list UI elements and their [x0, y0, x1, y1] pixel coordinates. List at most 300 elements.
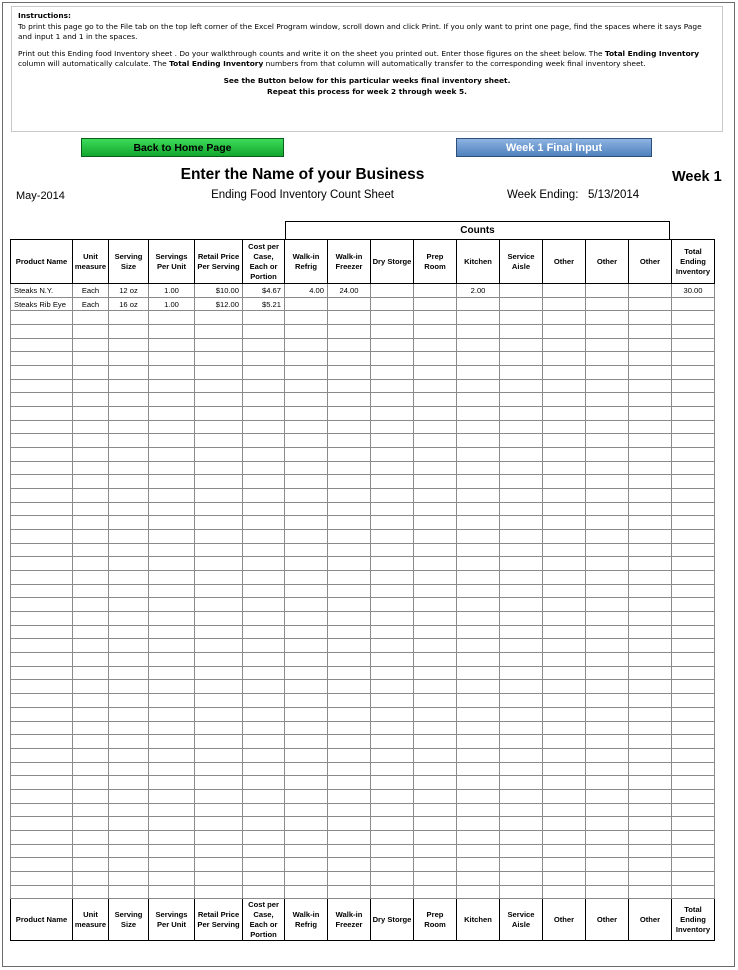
- table-cell[interactable]: [586, 817, 629, 831]
- table-cell[interactable]: [149, 571, 195, 585]
- table-cell[interactable]: [73, 598, 109, 612]
- table-cell[interactable]: [243, 489, 285, 503]
- table-cell[interactable]: [457, 311, 500, 325]
- table-cell[interactable]: [73, 489, 109, 503]
- table-cell[interactable]: [414, 325, 457, 339]
- table-cell[interactable]: [414, 448, 457, 462]
- table-cell[interactable]: [73, 789, 109, 803]
- table-cell[interactable]: [414, 311, 457, 325]
- table-cell[interactable]: [414, 489, 457, 503]
- table-cell[interactable]: [243, 666, 285, 680]
- table-cell[interactable]: [11, 379, 73, 393]
- table-cell[interactable]: [500, 489, 543, 503]
- table-cell[interactable]: [672, 762, 715, 776]
- table-cell[interactable]: [285, 379, 328, 393]
- table-cell[interactable]: [11, 543, 73, 557]
- table-cell[interactable]: [285, 325, 328, 339]
- table-cell[interactable]: [73, 830, 109, 844]
- table-cell[interactable]: [586, 297, 629, 311]
- table-cell[interactable]: [414, 707, 457, 721]
- table-cell[interactable]: [629, 612, 672, 626]
- table-cell[interactable]: [11, 311, 73, 325]
- table-cell[interactable]: [243, 871, 285, 885]
- table-cell[interactable]: [672, 803, 715, 817]
- table-cell[interactable]: [414, 393, 457, 407]
- table-cell[interactable]: [195, 571, 243, 585]
- table-cell[interactable]: [109, 366, 149, 380]
- table-cell[interactable]: [586, 803, 629, 817]
- table-cell[interactable]: [543, 407, 586, 421]
- table-cell[interactable]: [672, 366, 715, 380]
- table-cell[interactable]: [414, 871, 457, 885]
- table-cell[interactable]: [328, 735, 371, 749]
- table-cell[interactable]: [328, 420, 371, 434]
- table-cell[interactable]: [414, 625, 457, 639]
- table-cell[interactable]: [149, 502, 195, 516]
- table-cell[interactable]: [328, 598, 371, 612]
- table-cell[interactable]: [109, 393, 149, 407]
- table-cell[interactable]: [285, 666, 328, 680]
- table-cell[interactable]: [149, 461, 195, 475]
- table-cell[interactable]: [629, 584, 672, 598]
- table-cell[interactable]: [672, 639, 715, 653]
- table-cell[interactable]: [500, 311, 543, 325]
- table-cell[interactable]: [73, 434, 109, 448]
- table-cell[interactable]: [414, 721, 457, 735]
- table-cell[interactable]: [457, 885, 500, 899]
- table-cell[interactable]: [586, 448, 629, 462]
- table-cell[interactable]: [672, 475, 715, 489]
- table-cell[interactable]: [371, 434, 414, 448]
- table-cell[interactable]: [73, 844, 109, 858]
- table-cell[interactable]: [11, 707, 73, 721]
- table-cell[interactable]: [195, 721, 243, 735]
- table-cell[interactable]: [149, 666, 195, 680]
- table-cell[interactable]: [243, 625, 285, 639]
- table-cell[interactable]: [371, 612, 414, 626]
- table-cell[interactable]: [285, 762, 328, 776]
- table-cell[interactable]: [371, 748, 414, 762]
- table-cell[interactable]: [328, 721, 371, 735]
- table-cell[interactable]: [195, 325, 243, 339]
- table-cell[interactable]: [629, 748, 672, 762]
- table-cell[interactable]: [371, 284, 414, 298]
- table-cell[interactable]: [371, 338, 414, 352]
- table-cell[interactable]: [629, 721, 672, 735]
- table-cell[interactable]: [672, 735, 715, 749]
- table-cell[interactable]: [285, 858, 328, 872]
- table-cell[interactable]: [457, 379, 500, 393]
- table-cell[interactable]: [629, 284, 672, 298]
- table-cell[interactable]: [149, 448, 195, 462]
- table-cell[interactable]: [73, 694, 109, 708]
- table-cell[interactable]: [371, 871, 414, 885]
- table-cell[interactable]: [586, 680, 629, 694]
- table-cell[interactable]: [629, 762, 672, 776]
- table-cell[interactable]: [73, 530, 109, 544]
- table-cell[interactable]: [285, 543, 328, 557]
- table-cell[interactable]: [371, 858, 414, 872]
- table-cell[interactable]: [371, 776, 414, 790]
- table-cell[interactable]: [543, 584, 586, 598]
- table-cell[interactable]: $12.00: [195, 297, 243, 311]
- table-cell[interactable]: [149, 475, 195, 489]
- table-cell[interactable]: [195, 858, 243, 872]
- table-cell[interactable]: [629, 516, 672, 530]
- table-cell[interactable]: [149, 489, 195, 503]
- table-cell[interactable]: [109, 448, 149, 462]
- table-cell[interactable]: [109, 516, 149, 530]
- table-cell[interactable]: [11, 612, 73, 626]
- table-cell[interactable]: [629, 639, 672, 653]
- table-cell[interactable]: [543, 489, 586, 503]
- table-cell[interactable]: [629, 407, 672, 421]
- table-cell[interactable]: [149, 844, 195, 858]
- table-cell[interactable]: [109, 776, 149, 790]
- table-cell[interactable]: [243, 366, 285, 380]
- table-cell[interactable]: [285, 721, 328, 735]
- table-cell[interactable]: [243, 612, 285, 626]
- table-cell[interactable]: [11, 420, 73, 434]
- table-cell[interactable]: [243, 352, 285, 366]
- table-cell[interactable]: [543, 530, 586, 544]
- table-cell[interactable]: [109, 830, 149, 844]
- table-cell[interactable]: [629, 571, 672, 585]
- table-cell[interactable]: [457, 803, 500, 817]
- table-cell[interactable]: [414, 885, 457, 899]
- table-cell[interactable]: [73, 475, 109, 489]
- table-cell[interactable]: [414, 284, 457, 298]
- table-cell[interactable]: [328, 557, 371, 571]
- table-cell[interactable]: [328, 297, 371, 311]
- table-cell[interactable]: [629, 653, 672, 667]
- table-cell[interactable]: [500, 776, 543, 790]
- table-cell[interactable]: [285, 598, 328, 612]
- table-cell[interactable]: [149, 366, 195, 380]
- table-cell[interactable]: [328, 803, 371, 817]
- table-cell[interactable]: [109, 311, 149, 325]
- table-cell[interactable]: [457, 475, 500, 489]
- table-cell[interactable]: [457, 612, 500, 626]
- table-cell[interactable]: [457, 680, 500, 694]
- table-cell[interactable]: [243, 803, 285, 817]
- table-cell[interactable]: [149, 379, 195, 393]
- table-cell[interactable]: [195, 475, 243, 489]
- table-cell[interactable]: [109, 653, 149, 667]
- table-cell[interactable]: [586, 420, 629, 434]
- table-cell[interactable]: [328, 393, 371, 407]
- table-cell[interactable]: [109, 666, 149, 680]
- table-cell[interactable]: [243, 707, 285, 721]
- table-cell[interactable]: [672, 379, 715, 393]
- table-cell[interactable]: [11, 817, 73, 831]
- table-cell[interactable]: [457, 571, 500, 585]
- table-cell[interactable]: [414, 817, 457, 831]
- table-cell[interactable]: [371, 352, 414, 366]
- table-cell[interactable]: [457, 817, 500, 831]
- table-cell[interactable]: [243, 639, 285, 653]
- table-cell[interactable]: [243, 530, 285, 544]
- table-cell[interactable]: [109, 817, 149, 831]
- table-cell[interactable]: [11, 735, 73, 749]
- table-cell[interactable]: [149, 707, 195, 721]
- table-cell[interactable]: [543, 352, 586, 366]
- table-cell[interactable]: 1.00: [149, 297, 195, 311]
- table-cell[interactable]: [543, 448, 586, 462]
- table-cell[interactable]: [672, 817, 715, 831]
- table-cell[interactable]: [371, 311, 414, 325]
- table-cell[interactable]: [543, 516, 586, 530]
- table-cell[interactable]: [11, 858, 73, 872]
- table-cell[interactable]: [543, 502, 586, 516]
- table-cell[interactable]: [243, 420, 285, 434]
- table-cell[interactable]: [11, 639, 73, 653]
- table-cell[interactable]: [543, 366, 586, 380]
- table-cell[interactable]: [11, 489, 73, 503]
- table-cell[interactable]: [285, 625, 328, 639]
- table-cell[interactable]: [586, 858, 629, 872]
- table-cell[interactable]: [73, 420, 109, 434]
- table-cell[interactable]: [543, 639, 586, 653]
- table-cell[interactable]: [285, 420, 328, 434]
- table-cell[interactable]: [629, 817, 672, 831]
- table-cell[interactable]: [672, 325, 715, 339]
- table-cell[interactable]: [11, 680, 73, 694]
- table-cell[interactable]: [195, 830, 243, 844]
- table-cell[interactable]: [73, 325, 109, 339]
- table-cell[interactable]: [672, 748, 715, 762]
- table-cell[interactable]: [672, 830, 715, 844]
- table-cell[interactable]: [457, 789, 500, 803]
- table-cell[interactable]: [11, 407, 73, 421]
- table-cell[interactable]: [543, 858, 586, 872]
- table-cell[interactable]: [149, 830, 195, 844]
- table-cell[interactable]: [543, 653, 586, 667]
- table-cell[interactable]: [500, 639, 543, 653]
- table-cell[interactable]: [195, 639, 243, 653]
- table-cell[interactable]: [414, 762, 457, 776]
- table-cell[interactable]: [109, 871, 149, 885]
- table-cell[interactable]: [195, 598, 243, 612]
- table-cell[interactable]: [328, 489, 371, 503]
- table-cell[interactable]: [149, 598, 195, 612]
- table-cell[interactable]: [109, 885, 149, 899]
- table-cell[interactable]: [500, 393, 543, 407]
- table-cell[interactable]: [500, 448, 543, 462]
- table-cell[interactable]: [73, 748, 109, 762]
- table-cell[interactable]: [457, 516, 500, 530]
- table-cell[interactable]: [328, 776, 371, 790]
- table-cell[interactable]: [195, 366, 243, 380]
- table-cell[interactable]: [243, 571, 285, 585]
- table-cell[interactable]: [543, 284, 586, 298]
- table-cell[interactable]: [543, 543, 586, 557]
- table-cell[interactable]: [371, 571, 414, 585]
- table-cell[interactable]: [195, 338, 243, 352]
- table-cell[interactable]: [328, 789, 371, 803]
- table-cell[interactable]: [414, 461, 457, 475]
- table-cell[interactable]: [195, 407, 243, 421]
- table-cell[interactable]: [457, 461, 500, 475]
- table-cell[interactable]: [500, 721, 543, 735]
- table-cell[interactable]: [629, 735, 672, 749]
- table-cell[interactable]: [109, 680, 149, 694]
- table-cell[interactable]: [500, 858, 543, 872]
- table-cell[interactable]: [586, 352, 629, 366]
- table-cell[interactable]: [149, 735, 195, 749]
- table-cell[interactable]: [11, 789, 73, 803]
- table-cell[interactable]: [543, 735, 586, 749]
- table-cell[interactable]: [109, 598, 149, 612]
- table-cell[interactable]: [371, 325, 414, 339]
- table-cell[interactable]: [285, 448, 328, 462]
- table-cell[interactable]: [73, 653, 109, 667]
- table-cell[interactable]: [285, 871, 328, 885]
- table-cell[interactable]: [457, 352, 500, 366]
- table-cell[interactable]: [371, 721, 414, 735]
- table-cell[interactable]: [629, 448, 672, 462]
- table-cell[interactable]: [629, 475, 672, 489]
- table-cell[interactable]: [457, 502, 500, 516]
- table-cell[interactable]: [586, 639, 629, 653]
- table-cell[interactable]: [586, 598, 629, 612]
- table-cell[interactable]: [195, 707, 243, 721]
- table-cell[interactable]: [328, 817, 371, 831]
- table-cell[interactable]: [371, 666, 414, 680]
- table-cell[interactable]: [672, 721, 715, 735]
- table-cell[interactable]: [629, 489, 672, 503]
- table-cell[interactable]: [243, 379, 285, 393]
- table-cell[interactable]: [195, 680, 243, 694]
- table-cell[interactable]: [328, 625, 371, 639]
- table-cell[interactable]: [457, 666, 500, 680]
- table-cell[interactable]: [500, 325, 543, 339]
- table-cell[interactable]: [285, 489, 328, 503]
- table-cell[interactable]: [109, 407, 149, 421]
- table-cell[interactable]: [500, 543, 543, 557]
- table-cell[interactable]: [371, 489, 414, 503]
- table-cell[interactable]: [543, 666, 586, 680]
- table-cell[interactable]: [243, 584, 285, 598]
- table-cell[interactable]: [543, 789, 586, 803]
- table-cell[interactable]: [672, 338, 715, 352]
- table-cell[interactable]: [11, 871, 73, 885]
- table-cell[interactable]: [586, 748, 629, 762]
- table-cell[interactable]: [149, 776, 195, 790]
- table-cell[interactable]: [457, 639, 500, 653]
- table-cell[interactable]: [543, 694, 586, 708]
- table-cell[interactable]: [109, 461, 149, 475]
- table-cell[interactable]: [586, 735, 629, 749]
- table-cell[interactable]: [414, 858, 457, 872]
- table-cell[interactable]: [149, 653, 195, 667]
- table-cell[interactable]: [672, 530, 715, 544]
- table-cell[interactable]: [243, 338, 285, 352]
- table-cell[interactable]: [586, 844, 629, 858]
- table-cell[interactable]: [629, 871, 672, 885]
- table-cell[interactable]: [243, 325, 285, 339]
- table-cell[interactable]: [629, 543, 672, 557]
- table-cell[interactable]: [243, 789, 285, 803]
- table-cell[interactable]: [195, 666, 243, 680]
- table-cell[interactable]: [149, 557, 195, 571]
- table-cell[interactable]: [500, 625, 543, 639]
- table-cell[interactable]: [629, 666, 672, 680]
- table-cell[interactable]: [195, 379, 243, 393]
- table-cell[interactable]: [243, 516, 285, 530]
- table-cell[interactable]: [109, 543, 149, 557]
- table-cell[interactable]: [543, 420, 586, 434]
- table-cell[interactable]: [149, 639, 195, 653]
- table-cell[interactable]: [371, 707, 414, 721]
- table-cell[interactable]: [586, 393, 629, 407]
- table-cell[interactable]: [285, 639, 328, 653]
- table-cell[interactable]: [11, 830, 73, 844]
- table-cell[interactable]: [73, 557, 109, 571]
- table-cell[interactable]: [109, 379, 149, 393]
- table-cell[interactable]: [371, 502, 414, 516]
- table-cell[interactable]: [149, 543, 195, 557]
- table-cell[interactable]: [414, 803, 457, 817]
- table-cell[interactable]: [543, 557, 586, 571]
- table-cell[interactable]: 1.00: [149, 284, 195, 298]
- table-cell[interactable]: [543, 475, 586, 489]
- table-cell[interactable]: [243, 830, 285, 844]
- table-cell[interactable]: [500, 830, 543, 844]
- table-cell[interactable]: [586, 530, 629, 544]
- table-cell[interactable]: [672, 543, 715, 557]
- table-cell[interactable]: [672, 584, 715, 598]
- table-cell[interactable]: [285, 571, 328, 585]
- table-cell[interactable]: [11, 557, 73, 571]
- table-cell[interactable]: [543, 762, 586, 776]
- table-cell[interactable]: [195, 557, 243, 571]
- table-cell[interactable]: [195, 543, 243, 557]
- table-cell[interactable]: $5.21: [243, 297, 285, 311]
- table-cell[interactable]: [457, 448, 500, 462]
- table-cell[interactable]: [543, 612, 586, 626]
- table-cell[interactable]: [243, 598, 285, 612]
- table-cell[interactable]: Steaks Rib Eye: [11, 297, 73, 311]
- table-cell[interactable]: [11, 530, 73, 544]
- table-cell[interactable]: [500, 530, 543, 544]
- table-cell[interactable]: [11, 571, 73, 585]
- table-cell[interactable]: [149, 612, 195, 626]
- table-cell[interactable]: [328, 694, 371, 708]
- table-cell[interactable]: [586, 557, 629, 571]
- table-cell[interactable]: [500, 612, 543, 626]
- table-cell[interactable]: [149, 420, 195, 434]
- table-cell[interactable]: 4.00: [285, 284, 328, 298]
- table-cell[interactable]: [543, 776, 586, 790]
- table-cell[interactable]: [11, 653, 73, 667]
- table-cell[interactable]: [457, 489, 500, 503]
- table-cell[interactable]: [149, 625, 195, 639]
- table-cell[interactable]: 24.00: [328, 284, 371, 298]
- table-cell[interactable]: [328, 639, 371, 653]
- table-cell[interactable]: [243, 653, 285, 667]
- table-cell[interactable]: [371, 680, 414, 694]
- table-cell[interactable]: [73, 803, 109, 817]
- table-cell[interactable]: [672, 557, 715, 571]
- table-cell[interactable]: [457, 844, 500, 858]
- table-cell[interactable]: [457, 858, 500, 872]
- table-cell[interactable]: [285, 653, 328, 667]
- table-cell[interactable]: [629, 530, 672, 544]
- table-cell[interactable]: [243, 858, 285, 872]
- table-cell[interactable]: [543, 721, 586, 735]
- table-cell[interactable]: [195, 502, 243, 516]
